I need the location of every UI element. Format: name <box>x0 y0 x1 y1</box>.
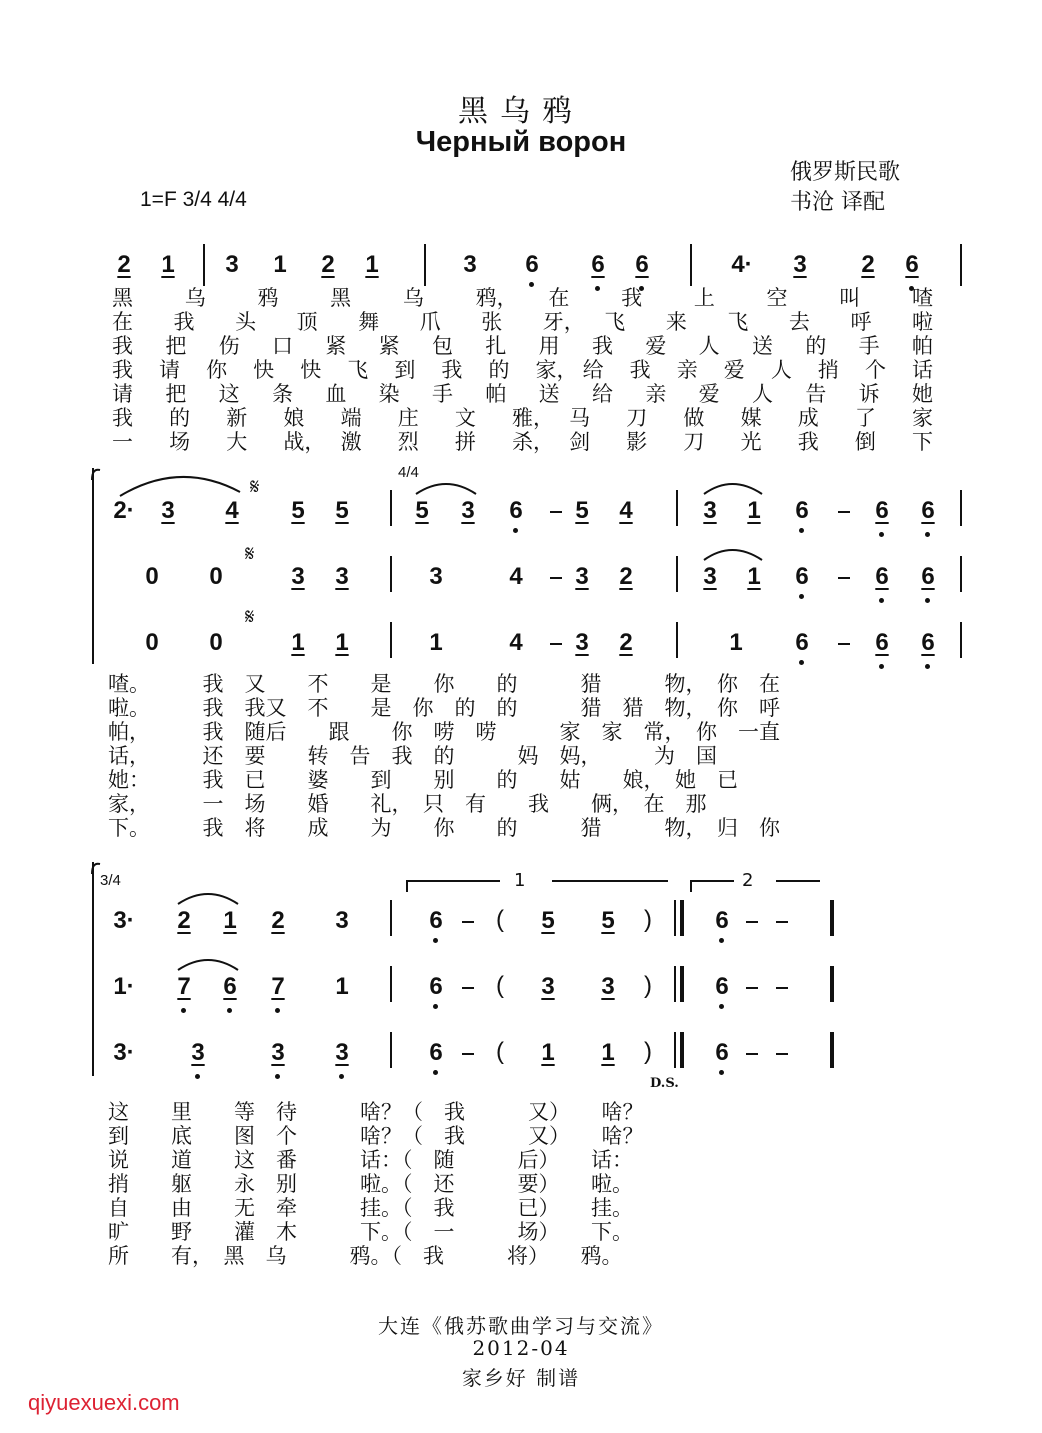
lyric-char: 帕 <box>485 382 507 406</box>
note: 6 <box>429 973 443 1000</box>
paren: ( <box>496 906 504 933</box>
lyric-char: 文 <box>454 406 476 430</box>
lyric-char: 一 <box>112 430 133 454</box>
note: 4 <box>225 497 239 524</box>
note: 5 <box>601 907 615 934</box>
lyric-char: 成 <box>797 406 819 430</box>
lyric-line: 到 底 图 个 啥？（ 我 又） 啥？ <box>108 1124 644 1148</box>
lyric-char: 她 <box>912 382 933 406</box>
lyric-char: 亲 <box>645 382 667 406</box>
note: 2 <box>321 251 335 278</box>
lyric-line: 她： 我 已 婆 到 别 的 姑 娘， 她 已 <box>108 768 738 792</box>
lyric-char: 你 <box>206 358 228 382</box>
lyric-line: 自 由 无 牵 挂。（ 我 已） 挂。 <box>108 1196 633 1220</box>
note: 3 <box>575 563 589 590</box>
lyric-char: 头 <box>235 310 257 334</box>
note: 2 <box>177 907 191 934</box>
lyric-char: 告 <box>805 382 827 406</box>
note: 0 <box>209 563 223 590</box>
volta-1-label: 1 <box>514 870 526 891</box>
lyric-char: 黑 <box>330 286 352 310</box>
note: 5 <box>415 497 429 524</box>
lyric-char: 场 <box>169 430 191 454</box>
note: 3 <box>575 629 589 656</box>
note: 1 <box>335 629 349 656</box>
lyric-char: 马 <box>569 406 591 430</box>
lyric-char: 血 <box>325 382 347 406</box>
note: 6 <box>795 497 809 524</box>
note: 6 <box>875 629 889 656</box>
note: 2 <box>619 563 633 590</box>
note: 1 <box>291 629 305 656</box>
lyric-char: 我 <box>621 286 643 310</box>
lyric-char: 来 <box>665 310 687 334</box>
lyric-char: 鸦， <box>475 286 518 310</box>
note: 7 <box>271 973 285 1000</box>
note: 5 <box>541 907 555 934</box>
lyric-char: 顶 <box>296 310 318 334</box>
lyric-line: 话， 还 要 转 告 我 的 妈 妈， 为 国 <box>108 744 717 768</box>
lyric-char: 剑 <box>569 430 591 454</box>
lyric-char: 我 <box>592 334 613 358</box>
credit-origin: 俄罗斯民歌 <box>790 160 901 185</box>
lyric-char: 战， <box>283 430 326 454</box>
lyric-line: 啦。 我 我又 不 是 你 的 的 猎 猎 物， 你 呼 <box>108 696 780 720</box>
dal-segno-mark: D.S. <box>650 1076 679 1091</box>
note: 2 <box>861 251 875 278</box>
lyric-char: 爱 <box>698 382 720 406</box>
note: 5 <box>575 497 589 524</box>
bracket-curl <box>92 470 100 480</box>
lyric-char: 黑 <box>112 286 133 310</box>
lyric-char: 把 <box>165 334 187 358</box>
lyric-char: 染 <box>378 382 400 406</box>
note: 4 <box>509 563 523 590</box>
lyric-char: 送 <box>538 382 560 406</box>
slur <box>178 894 238 904</box>
note: 0 <box>145 629 159 656</box>
footer-maker: 家乡好 制谱 <box>461 1366 581 1390</box>
lyric-char: 在 <box>112 310 133 334</box>
lyric-char: 家， <box>535 358 578 382</box>
note: 3 <box>161 497 175 524</box>
lyric-line: 说 道 这 番 话：（ 随 后） 话： <box>108 1148 633 1172</box>
note: 5 <box>335 497 349 524</box>
lyric-char: 人 <box>752 382 773 406</box>
note: 3 <box>429 563 443 590</box>
lyric-char: 杀， <box>512 430 554 454</box>
paren: ( <box>496 1038 504 1065</box>
note: 3 <box>703 497 717 524</box>
paren: ( <box>496 972 504 999</box>
note: 3 <box>463 251 477 278</box>
lyric-line: 捎 躯 永 别 啦。（ 还 要） 啦。 <box>108 1172 633 1196</box>
lyric-char: 鸦 <box>257 286 279 310</box>
lyric-char: 请 <box>112 382 133 406</box>
note: 6 <box>591 251 605 278</box>
lyric-char: 舞 <box>358 310 380 334</box>
note: 3 <box>335 563 349 590</box>
lyric-char: 我 <box>112 334 133 358</box>
paren: ) <box>644 906 652 933</box>
note: 6 <box>525 251 539 278</box>
lyric-char: 诉 <box>858 382 880 406</box>
note: 1 <box>601 1039 615 1066</box>
time-signature-3-4: 3/4 <box>100 872 121 889</box>
note: 3 <box>271 1039 285 1066</box>
lyric-char: 新 <box>226 406 248 430</box>
lyric-char: 家 <box>912 406 933 430</box>
lyric-char: 乌 <box>402 286 424 310</box>
lyric-char: 我 <box>173 310 195 334</box>
note: 6 <box>921 629 935 656</box>
lyric-line: 帕， 我 随后 跟 你 唠 唠 家 家 常， 你 一直 <box>108 720 780 744</box>
lyric-char: 给 <box>592 382 613 406</box>
lyric-char: 媒 <box>740 406 762 430</box>
lyric-char: 爪 <box>419 310 441 334</box>
note: 2· <box>113 497 135 524</box>
note: 0 <box>145 563 159 590</box>
note: 3 <box>541 973 555 1000</box>
footer-date: 2012-04 <box>472 1336 570 1360</box>
note: 3 <box>793 251 807 278</box>
lyric-char: 叫 <box>839 286 861 310</box>
lyric-char: 我 <box>112 406 133 430</box>
lyric-line: 家， 一 场 婚 礼， 只 有 我 俩， 在 那 <box>108 792 707 816</box>
lyric-line: 旷 野 灌 木 下。（ 一 场） 下。 <box>108 1220 633 1244</box>
lyric-char: 去 <box>788 310 810 334</box>
volta-2-label: 2 <box>742 870 754 891</box>
note: 1 <box>223 907 237 934</box>
note: 3 <box>335 907 349 934</box>
time-signature-4-4: 4/4 <box>398 464 419 481</box>
lyric-char: 庄 <box>397 406 419 430</box>
note: 4 <box>619 497 633 524</box>
segno-icon: 𝄋 <box>250 475 260 500</box>
lyric-char: 飞 <box>347 358 369 382</box>
note: 3 <box>335 1039 349 1066</box>
note: 6 <box>905 251 919 278</box>
note: 2 <box>117 251 131 278</box>
note: 6 <box>795 563 809 590</box>
note: 3· <box>113 907 135 934</box>
lyric-char: 的 <box>488 358 510 382</box>
slur <box>120 477 240 496</box>
lyric-char: 飞 <box>727 310 749 334</box>
note: 3 <box>191 1039 205 1066</box>
lyric-char: 到 <box>394 358 416 382</box>
segno-icon: 𝄋 <box>245 542 255 567</box>
lyric-char: 飞 <box>604 310 626 334</box>
key-signature: 1=F 3/4 4/4 <box>140 188 247 211</box>
note: 3 <box>291 563 305 590</box>
note: 6 <box>429 907 443 934</box>
note: 1 <box>747 563 761 590</box>
note: 1 <box>335 973 349 1000</box>
lyric-char: 做 <box>683 406 705 430</box>
lyric-char: 紧 <box>378 334 400 358</box>
lyric-char: 人 <box>770 358 792 382</box>
lyric-char: 的 <box>805 334 827 358</box>
lyric-char: 包 <box>432 334 453 358</box>
paren: ) <box>644 1038 652 1065</box>
footer-source: 大连《俄苏歌曲学习与交流》 <box>378 1314 664 1338</box>
note: 6 <box>875 563 889 590</box>
lyric-char: 捎 <box>817 358 839 382</box>
lyric-char: 伤 <box>218 334 240 358</box>
lyric-char: 帕 <box>912 334 933 358</box>
note: 1 <box>429 629 443 656</box>
segno-icon: 𝄋 <box>245 605 255 630</box>
lyric-char: 我 <box>441 358 463 382</box>
lyric-char: 扎 <box>485 334 507 358</box>
lyric-char: 激 <box>340 430 362 454</box>
lyric-line: 这 里 等 待 啥？（ 我 又） 啥？ <box>108 1100 644 1124</box>
lyric-char: 空 <box>766 286 788 310</box>
paren: ) <box>644 972 652 999</box>
lyric-char: 我 <box>797 430 819 454</box>
lyric-line: 下。 我 将 成 为 你 的 猎 物， 归 你 <box>108 816 780 840</box>
lyric-char: 拼 <box>454 430 476 454</box>
lyric-char: 张 <box>481 310 503 334</box>
note: 1 <box>541 1039 555 1066</box>
lyric-char: 大 <box>226 430 248 454</box>
note: 6 <box>715 973 729 1000</box>
lyric-char: 快 <box>300 358 322 382</box>
lyric-char: 下 <box>912 430 933 454</box>
bracket-curl <box>92 864 100 874</box>
lyric-char: 这 <box>218 382 240 406</box>
note: 4· <box>731 251 753 278</box>
lyric-char: 手 <box>858 334 880 358</box>
lyric-char: 请 <box>159 358 181 382</box>
note: 1 <box>365 251 379 278</box>
lyric-char: 乌 <box>184 286 206 310</box>
lyric-char: 影 <box>626 430 648 454</box>
note: 3 <box>601 973 615 1000</box>
slur <box>704 484 762 494</box>
lyric-char: 快 <box>253 358 275 382</box>
lyric-char: 了 <box>854 406 876 430</box>
watermark: qiyuexuexi.com <box>28 1390 180 1415</box>
lyric-char: 在 <box>548 286 570 310</box>
lyric-char: 我 <box>112 358 133 382</box>
note: 6 <box>429 1039 443 1066</box>
lyric-char: 给 <box>582 358 604 382</box>
lyric-line: 喳。 我 又 不 是 你 的 猎 物， 你 在 <box>108 672 780 696</box>
lyric-char: 啦 <box>912 310 933 334</box>
note: 6 <box>795 629 809 656</box>
note: 6 <box>223 973 237 1000</box>
note: 6 <box>921 497 935 524</box>
slur <box>704 550 762 560</box>
note: 2 <box>271 907 285 934</box>
lyric-char: 亲 <box>676 358 698 382</box>
lyric-char: 用 <box>538 334 560 358</box>
lyric-char: 喳 <box>912 286 933 310</box>
note: 6 <box>875 497 889 524</box>
lyric-char: 爱 <box>723 358 745 382</box>
note: 6 <box>715 1039 729 1066</box>
credit-translator: 书沧 译配 <box>790 190 885 215</box>
lyric-char: 端 <box>340 406 362 430</box>
lyric-char: 刀 <box>683 430 705 454</box>
note: 6 <box>509 497 523 524</box>
lyric-char: 手 <box>432 382 453 406</box>
note: 1· <box>113 973 135 1000</box>
note: 5 <box>291 497 305 524</box>
note: 1 <box>273 251 287 278</box>
note: 1 <box>747 497 761 524</box>
note: 2 <box>619 629 633 656</box>
lyric-char: 我 <box>629 358 651 382</box>
lyric-char: 送 <box>752 334 773 358</box>
lyric-char: 娘 <box>283 406 305 430</box>
lyric-char: 光 <box>740 430 762 454</box>
lyric-char: 条 <box>272 382 293 406</box>
note: 0 <box>209 629 223 656</box>
note: 6 <box>715 907 729 934</box>
lyric-char: 把 <box>165 382 187 406</box>
lyric-char: 话 <box>912 358 933 382</box>
lyric-char: 雅， <box>512 406 554 430</box>
lyric-char: 倒 <box>854 430 876 454</box>
page-title: 黑乌鸦 <box>458 94 584 129</box>
lyric-char: 牙， <box>542 310 585 334</box>
note: 3 <box>461 497 475 524</box>
note: 4 <box>509 629 523 656</box>
lyric-char: 的 <box>169 406 191 430</box>
lyric-char: 口 <box>272 334 293 358</box>
note: 3· <box>113 1039 135 1066</box>
lyric-char: 人 <box>698 334 720 358</box>
slur <box>416 484 476 494</box>
lyric-char: 上 <box>693 286 715 310</box>
note: 6 <box>921 563 935 590</box>
note: 6 <box>635 251 649 278</box>
note: 1 <box>161 251 175 278</box>
lyric-char: 紧 <box>325 334 347 358</box>
lyric-char: 爱 <box>645 334 667 358</box>
lyric-char: 个 <box>864 358 886 382</box>
lyric-char: 刀 <box>626 406 648 430</box>
slur <box>178 960 238 970</box>
lyric-char: 呼 <box>850 310 872 334</box>
lyric-char: 烈 <box>397 430 419 454</box>
page-subtitle-russian: Черный ворон <box>415 126 627 158</box>
note: 1 <box>729 629 743 656</box>
note: 3 <box>225 251 239 278</box>
note: 7 <box>177 973 191 1000</box>
lyric-line: 所 有， 黑 乌 鸦。（ 我 将） 鸦。 <box>108 1244 623 1268</box>
note: 3 <box>703 563 717 590</box>
